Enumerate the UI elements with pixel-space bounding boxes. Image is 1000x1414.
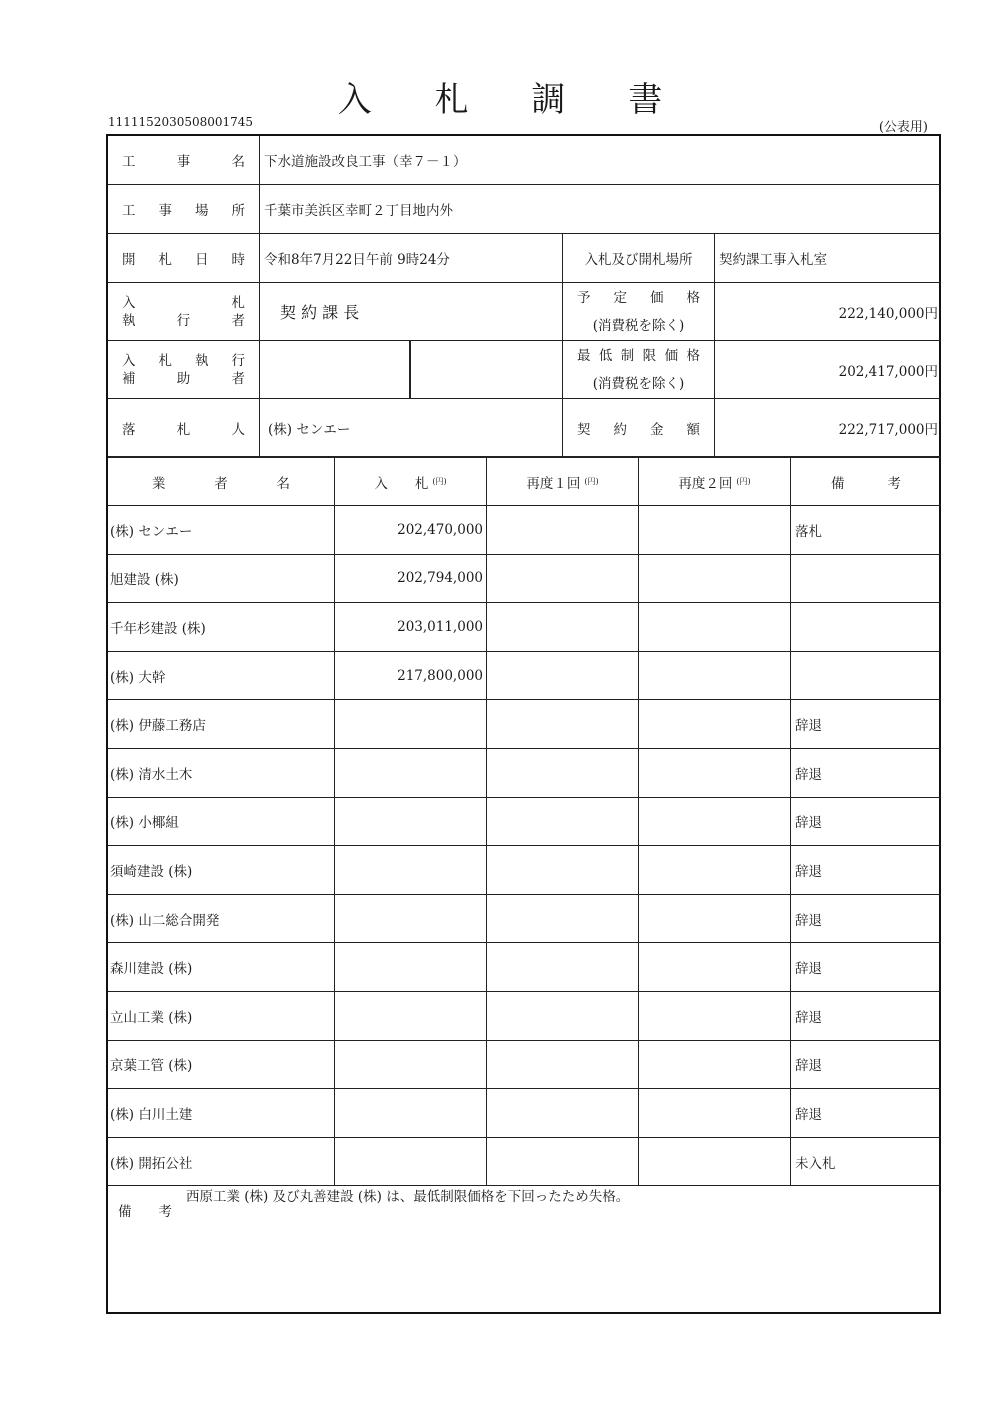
company-cell: (株) センエー (108, 506, 335, 555)
bid-place-label: 入札及び開札場所 (563, 234, 715, 283)
rebid-2-cell (639, 1041, 791, 1090)
bid-amount-cell (335, 749, 487, 798)
rebid-2-cell (639, 846, 791, 895)
company-cell: 千年杉建設 (株) (108, 603, 335, 652)
rebid-2-cell (639, 603, 791, 652)
rebid-2-cell (639, 798, 791, 847)
remarks-cell (791, 652, 941, 701)
remarks-cell (791, 603, 941, 652)
assistant-label: 入 札 執 行 補 助 者 (108, 341, 260, 399)
company-cell: (株) 清水土木 (108, 749, 335, 798)
company-cell: 森川建設 (株) (108, 943, 335, 992)
bid-amount-cell (335, 943, 487, 992)
rebid-2-cell (639, 749, 791, 798)
bid-amount-cell (335, 1089, 487, 1138)
executor-value: 契 約 課 長 (260, 283, 563, 341)
rebid-2-cell (639, 652, 791, 701)
remarks-cell: 辞退 (791, 1041, 941, 1090)
remarks-text: 西原工業 (株) 及び丸善建設 (株) は、最低制限価格を下回ったため失格。 (186, 1189, 630, 1205)
bid-amount-cell (335, 700, 487, 749)
bid-amount-cell (335, 1041, 487, 1090)
remarks-cell (791, 555, 941, 604)
rebid-1-cell (487, 1138, 639, 1187)
rebid-2-cell (639, 555, 791, 604)
rebid-1-cell (487, 846, 639, 895)
winner-value: (株) センエー (260, 399, 563, 457)
contract-amount-value: 222,717,000円 (715, 399, 941, 457)
column-header-remarks: 備 考 (791, 457, 941, 506)
assistant-value-1 (260, 341, 411, 399)
bid-amount-cell (335, 798, 487, 847)
column-header-rebid-2: 再度２回 (円) (639, 457, 791, 506)
company-cell: 京葉工管 (株) (108, 1041, 335, 1090)
work-place-value: 千葉市美浜区幸町２丁目地内外 (260, 185, 941, 234)
rebid-2-cell (639, 506, 791, 555)
remarks-label: 備 考 (118, 1204, 172, 1220)
bid-amount-cell (335, 1138, 487, 1187)
bid-amount-cell: 202,794,000 (335, 555, 487, 604)
rebid-1-cell (487, 749, 639, 798)
remarks-cell: 辞退 (791, 1089, 941, 1138)
open-datetime-value: 令和8年7月22日午前 9時24分 (260, 234, 563, 283)
company-cell: 立山工業 (株) (108, 992, 335, 1041)
remarks-cell: 辞退 (791, 846, 941, 895)
planned-price-label: 予 定 価 格 (消費税を除く) (563, 283, 715, 341)
rebid-1-cell (487, 1041, 639, 1090)
rebid-2-cell (639, 700, 791, 749)
remarks-cell: 辞退 (791, 943, 941, 992)
planned-price-value: 222,140,000円 (715, 283, 941, 341)
company-cell: (株) 伊藤工務店 (108, 700, 335, 749)
rebid-1-cell (487, 603, 639, 652)
company-cell: 須崎建設 (株) (108, 846, 335, 895)
rebid-1-cell (487, 895, 639, 944)
rebid-1-cell (487, 700, 639, 749)
column-header-rebid-1: 再度１回 (円) (487, 457, 639, 506)
document-title: 入 札 調 書 (337, 80, 689, 120)
company-cell: (株) 白川土建 (108, 1089, 335, 1138)
bid-amount-cell: 202,470,000 (335, 506, 487, 555)
contract-amount-label: 契 約 金 額 (563, 399, 715, 457)
bid-amount-cell (335, 846, 487, 895)
company-cell: (株) 小椰組 (108, 798, 335, 847)
bid-amount-cell: 217,800,000 (335, 652, 487, 701)
bid-amount-cell (335, 992, 487, 1041)
rebid-1-cell (487, 652, 639, 701)
column-header-company: 業 者 名 (108, 457, 335, 506)
rebid-1-cell (487, 992, 639, 1041)
bid-place-value: 契約課工事入札室 (715, 234, 941, 283)
min-price-label: 最 低 制 限 価 格 (消費税を除く) (563, 341, 715, 399)
bid-amount-cell: 203,011,000 (335, 603, 487, 652)
bid-amount-cell (335, 895, 487, 944)
assistant-value-2 (411, 341, 563, 399)
company-cell: (株) 開拓公社 (108, 1138, 335, 1187)
work-name-label: 工 事 名 (108, 136, 260, 185)
rebid-2-cell (639, 943, 791, 992)
remarks-cell: 落札 (791, 506, 941, 555)
remarks-cell: 辞退 (791, 895, 941, 944)
company-cell: (株) 山二総合開発 (108, 895, 335, 944)
bid-record-form (106, 134, 941, 1314)
rebid-2-cell (639, 1089, 791, 1138)
winner-label: 落 札 人 (108, 399, 260, 457)
company-cell: (株) 大幹 (108, 652, 335, 701)
rebid-2-cell (639, 992, 791, 1041)
company-cell: 旭建設 (株) (108, 555, 335, 604)
rebid-1-cell (487, 1089, 639, 1138)
column-header-bid: 入 札 (円) (335, 457, 487, 506)
min-price-value: 202,417,000円 (715, 341, 941, 399)
open-datetime-label: 開 札 日 時 (108, 234, 260, 283)
remarks-cell: 辞退 (791, 749, 941, 798)
remarks-cell: 辞退 (791, 992, 941, 1041)
rebid-2-cell (639, 895, 791, 944)
document-number: 1111152030508001745 (108, 115, 254, 129)
rebid-2-cell (639, 1138, 791, 1187)
rebid-1-cell (487, 506, 639, 555)
remarks-cell: 未入札 (791, 1138, 941, 1187)
rebid-1-cell (487, 798, 639, 847)
executor-label: 入 札 執 行 者 (108, 283, 260, 341)
work-name-value: 下水道施設改良工事（幸７－１） (260, 136, 941, 185)
rebid-1-cell (487, 943, 639, 992)
public-use-label: (公表用) (878, 120, 928, 135)
work-place-label: 工 事 場 所 (108, 185, 260, 234)
rebid-1-cell (487, 555, 639, 604)
remarks-cell: 辞退 (791, 798, 941, 847)
remarks-cell: 辞退 (791, 700, 941, 749)
